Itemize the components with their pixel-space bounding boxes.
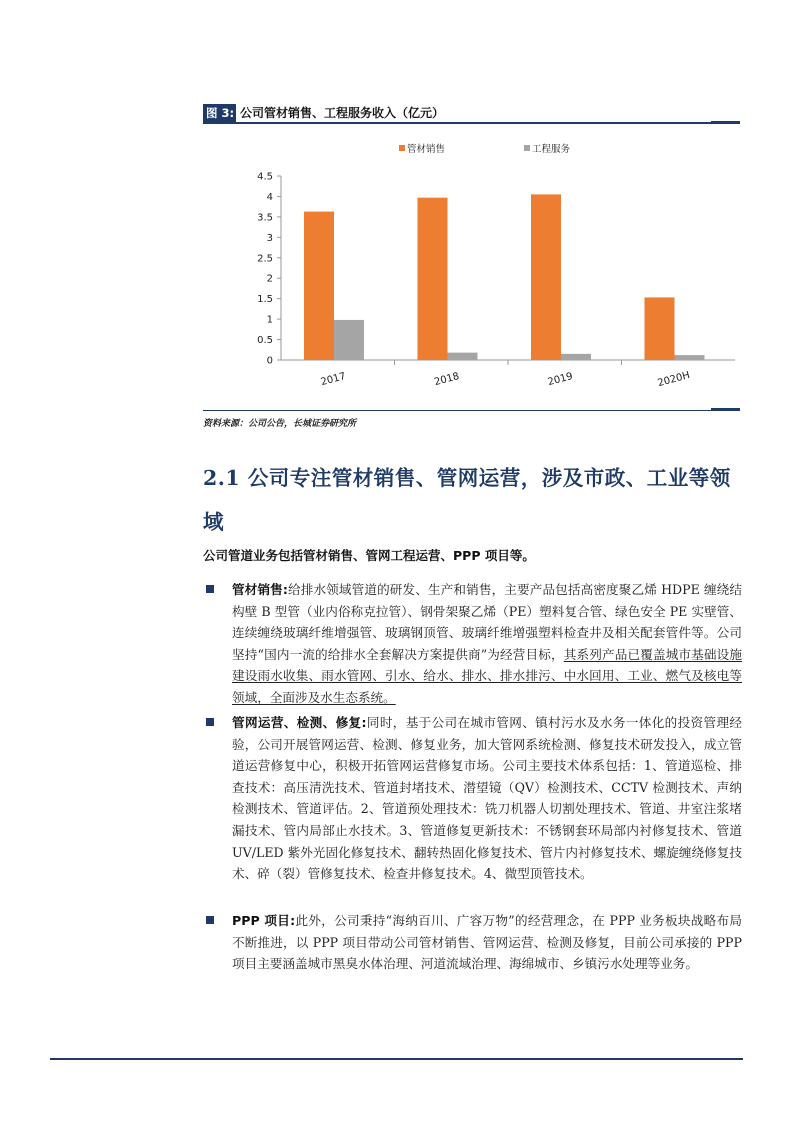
figure-title-bar: [203, 104, 740, 124]
legend-swatch: [399, 145, 405, 151]
y-tick-label: 4: [266, 191, 273, 203]
section-intro: 公司管道业务包括管材销售、管网工程运营、PPP 项目等。: [203, 548, 535, 563]
bullet-text: 此外，公司秉持“海纳百川、广容万物”的经营理念，在 PPP 业务板块战略布局不断推进，以 PPP 项目带动公司管材销售、管网运营、检测及修复，目前公司承接的 PPP 项目主要涵盖城市黑臭水体治理、河道流域治理、海绵城市、乡镇污水处理等业务。: [232, 913, 742, 972]
bullet-text: 同时，基于公司在城市管网、镇村污水及水务一体化的投资管理经验，公司开展管网运营、检测、修复业务，加大管网系统检测、修复技术研发投入，成立管道运营修复中心，积极开拓管网运营修复市场。公司主要技术体系包括：1、管道巡检、排查技术：高压清洗技术、管道封堵技术、潜望镜（QV）检测技术、CCTV 检测技术、声纳检测技术、管道评估。2、管道预处理技术：铣刀机器人切割处理技术、管道、井室注浆堵漏技术、管内局部止水技术。3、管道修复更新技术：不锈钢套环局部内衬修复技术、管道 UV/LED 紫外光固化修复技术、翻转热固化修复技术、管片内衬修复技术、螺旋缠绕修复技术、碎（裂）管修复技术、检查井修复技术。4、微型顶管技术。: [232, 715, 742, 882]
y-tick-label: 1: [266, 314, 273, 326]
bar-pipe-sales: [418, 198, 448, 360]
y-tick-label: 0: [266, 355, 273, 367]
bullet-square-icon: [206, 585, 214, 593]
bullet-body: [232, 910, 742, 975]
bar-pipe-sales: [304, 212, 334, 360]
bullet-head: PPP 项目:: [232, 913, 296, 928]
y-tick-label: 4.5: [257, 171, 273, 183]
y-tick-label: 3.5: [257, 212, 273, 224]
legend-swatch: [524, 145, 530, 151]
bullet-head: 管材销售:: [232, 582, 288, 597]
x-tick-label: 2020H: [656, 370, 692, 390]
y-tick-label: 2: [266, 273, 273, 285]
y-tick-label: 2.5: [257, 253, 273, 265]
x-tick-label: 2017: [319, 370, 348, 389]
figure-top-rule-accent: [711, 121, 740, 124]
bar-engineering-service: [675, 355, 705, 360]
y-tick-label: 1.5: [257, 294, 273, 306]
figure-bottom-rule-accent: [711, 408, 740, 411]
footer-rule: [50, 1058, 743, 1060]
figure-top-rule: [203, 122, 740, 124]
section-title: 2.1 公司专注管材销售、管网运营，涉及市政、工业等领域: [203, 466, 731, 534]
figure-title: 公司管材销售、工程服务收入（亿元）: [240, 106, 445, 120]
bar-pipe-sales: [645, 297, 675, 360]
bar-engineering-service: [448, 353, 478, 360]
bullet-text: 给排水领域管道的研发、生产和销售，主要产品包括高密度聚乙烯 HDPE 缠绕结构壁 B 型管（业内俗称克拉管）、钢骨架聚乙烯（PE）塑料复合管、绿色安全 PE 实壁管、连续缠绕玻璃纤维增强管、玻璃钢顶管、玻璃纤维增强塑料检查井及相关配套管件等。公司坚持“国内一流的给排水全套解决方案提供商”为经营目标，: [232, 582, 742, 662]
legend-label: 工程服务: [532, 144, 571, 155]
bullet-text-underlined: 其系列产品已覆盖城市基础设施建设雨水收集、雨水管网、引水、给水、排水、排水排污、中水回用、工业、燃气及核电等领域，全面涉及水生态系统。: [232, 646, 742, 705]
bullet-square-icon: [206, 916, 214, 924]
bar-pipe-sales: [531, 194, 561, 360]
bullet-head: 管网运营、检测、修复:: [232, 715, 367, 730]
figure-bottom-rule: [203, 410, 740, 411]
legend-label: 管材销售: [407, 144, 446, 155]
x-tick-label: 2018: [433, 370, 461, 389]
x-tick-label: 2019: [546, 370, 575, 389]
bullet-square-icon: [206, 718, 214, 726]
bullet-body: [232, 712, 742, 885]
y-tick-label: 0.5: [257, 335, 273, 347]
bar-engineering-service: [561, 354, 591, 360]
bar-engineering-service: [334, 320, 364, 360]
figure-source: 资料来源：公司公告，长城证券研究所: [203, 419, 357, 429]
figure-label: 图 3:: [203, 104, 236, 123]
y-tick-label: 3: [266, 232, 273, 244]
bullet-body: [232, 579, 742, 709]
revenue-bar-chart: [203, 130, 740, 405]
